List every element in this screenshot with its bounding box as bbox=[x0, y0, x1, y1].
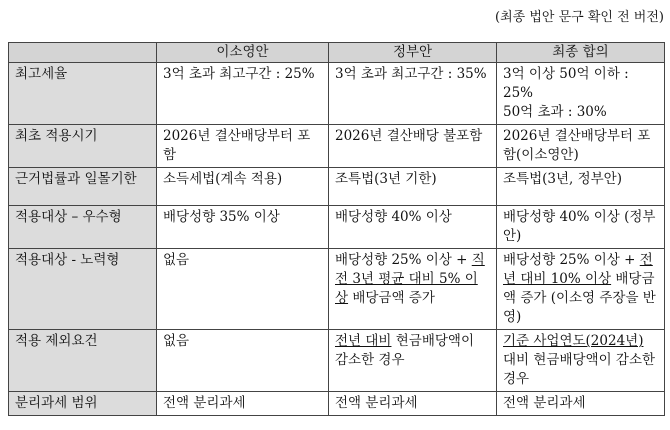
table-row bbox=[9, 125, 665, 168]
cell-text: 전액 분리과세 bbox=[335, 395, 418, 411]
cell-government-plan bbox=[329, 168, 497, 206]
header-cell-blank bbox=[9, 43, 157, 63]
cell-lee-soyoung-plan bbox=[157, 392, 329, 416]
table-row bbox=[9, 206, 665, 249]
cell-lee-soyoung-plan bbox=[157, 63, 329, 125]
cell-lee-soyoung-plan bbox=[157, 125, 329, 168]
cell-final-agreement bbox=[497, 249, 665, 330]
table-row bbox=[9, 330, 665, 392]
cell-final-agreement bbox=[497, 330, 665, 392]
cell-text: 2026년 결산배당부터 포함 bbox=[163, 128, 311, 163]
underlined-text: 전년 대비 bbox=[335, 333, 392, 349]
cell-text: 조특법(3년, 정부안) bbox=[503, 171, 622, 187]
cell-final-agreement bbox=[497, 125, 665, 168]
row-label: 분리과세 범위 bbox=[9, 392, 157, 416]
cell-text: 배당금액 증가 (이소영 주장을 반영) bbox=[503, 271, 656, 325]
cell-government-plan bbox=[329, 392, 497, 416]
table-row bbox=[9, 168, 665, 206]
cell-lee-soyoung-plan bbox=[157, 249, 329, 330]
cell-government-plan bbox=[329, 249, 497, 330]
cell-government-plan bbox=[329, 63, 497, 125]
cell-text: 없음 bbox=[163, 333, 190, 349]
cell-text: 배당성향 40% 이상 bbox=[335, 209, 452, 225]
cell-lee-soyoung-plan bbox=[157, 330, 329, 392]
row-label: 근거법률과 일몰기한 bbox=[9, 168, 157, 206]
cell-government-plan bbox=[329, 206, 497, 249]
cell-text: 전액 분리과세 bbox=[163, 395, 246, 411]
row-label: 적용 제외요건 bbox=[9, 330, 157, 392]
header-cell-government-plan: 정부안 bbox=[329, 43, 497, 63]
header-cell-final-agreement: 최종 합의 bbox=[497, 43, 665, 63]
underlined-text: 직전 3년 평균 대비 5% 이상 bbox=[335, 252, 485, 306]
underlined-text: 기준 사업연도(2024년) bbox=[503, 333, 644, 349]
cell-text: 소득세법(계속 적용) bbox=[163, 171, 283, 187]
cell-government-plan bbox=[329, 125, 497, 168]
cell-text: 현금배당액이 감소한 경우 bbox=[335, 333, 475, 368]
cell-text: 50억 초과 : 30% bbox=[503, 104, 607, 120]
cell-text: 3억 초과 최고구간 : 25% bbox=[163, 66, 315, 82]
row-label: 적용대상 – 우수형 bbox=[9, 206, 157, 249]
cell-lee-soyoung-plan bbox=[157, 168, 329, 206]
cell-text: 배당성향 25% 이상 + bbox=[335, 252, 472, 268]
cell-final-agreement bbox=[497, 63, 665, 125]
row-label: 최초 적용시기 bbox=[9, 125, 157, 168]
comparison-table bbox=[8, 42, 665, 416]
cell-text: 2026년 결산배당부터 포함(이소영안) bbox=[503, 128, 651, 163]
cell-text: 3억 이상 50억 이하 : 25% bbox=[503, 66, 629, 101]
cell-text: 2026년 결산배당 불포함 bbox=[335, 128, 483, 144]
table-row bbox=[9, 63, 665, 125]
header-cell-lee-soyoung-plan: 이소영안 bbox=[157, 43, 329, 63]
cell-final-agreement bbox=[497, 392, 665, 416]
cell-text: 대비 현금배당액이 감소한 경우 bbox=[503, 352, 656, 387]
cell-final-agreement bbox=[497, 206, 665, 249]
cell-text: 배당성향 25% 이상 + bbox=[503, 252, 640, 268]
cell-text: 조특법(3년 기한) bbox=[335, 171, 437, 187]
table-row bbox=[9, 392, 665, 416]
cell-text: 배당성향 35% 이상 bbox=[163, 209, 280, 225]
cell-government-plan bbox=[329, 330, 497, 392]
cell-final-agreement bbox=[497, 168, 665, 206]
underlined-text: 전년 대비 10% 이상 bbox=[503, 252, 653, 287]
cell-text: 배당금액 증가 bbox=[348, 290, 435, 306]
cell-text: 전액 분리과세 bbox=[503, 395, 586, 411]
table-row bbox=[9, 249, 665, 330]
row-label: 적용대상 - 노력형 bbox=[9, 249, 157, 330]
cell-lee-soyoung-plan bbox=[157, 206, 329, 249]
row-label: 최고세율 bbox=[9, 63, 157, 125]
cell-text: 3억 초과 최고구간 : 35% bbox=[335, 66, 487, 82]
header-row bbox=[9, 43, 665, 63]
cell-text: 없음 bbox=[163, 252, 190, 268]
cell-text: 배당성향 40% 이상 (정부안) bbox=[503, 209, 656, 244]
version-note: (최종 법안 문구 확인 전 버전) bbox=[495, 10, 664, 25]
